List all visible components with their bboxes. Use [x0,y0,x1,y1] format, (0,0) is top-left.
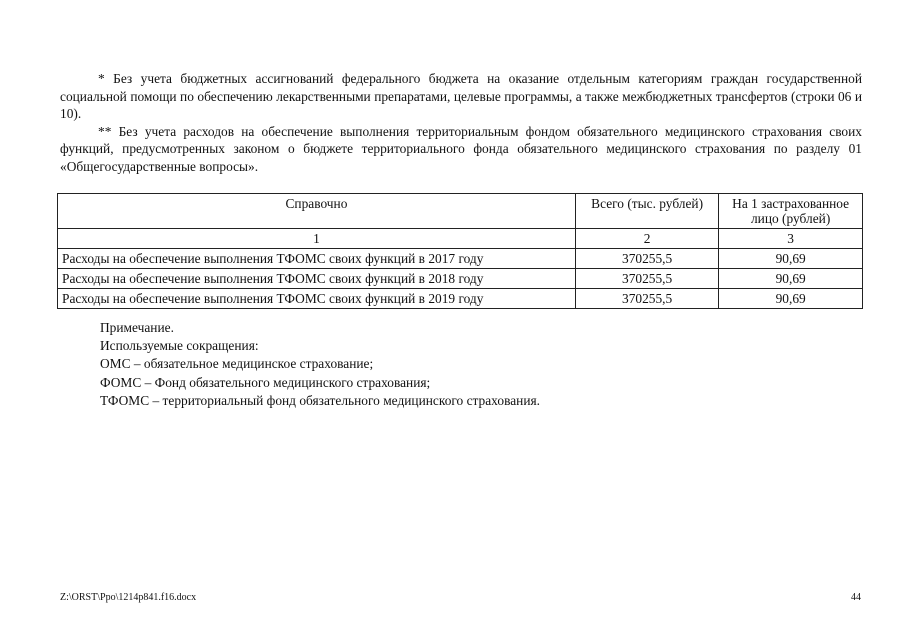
remarks-title: Примечание. [100,320,174,335]
header-per-insured: На 1 застрахованное лицо (рублей) [719,194,863,229]
row-label: Расходы на обеспечение выполнения ТФОМС своих функций в 2018 году [58,269,576,289]
row-per-insured: 90,69 [719,269,863,289]
row-total: 370255,5 [575,269,718,289]
row-total: 370255,5 [575,249,718,269]
footnote-2: ** Без учета расходов на обеспечение выполнения территориальным фондом обязательного медицинского страхования своих функций, предусмотренных законом о бюджете территориального фонда обязательного медицинского страхования по разделу 01 «Общегосударственные вопросы». [60,123,862,174]
table-number-row [58,229,863,249]
row-label: Расходы на обеспечение выполнения ТФОМС своих функций в 2017 году [58,249,576,269]
row-total: 370255,5 [575,289,718,309]
header-total: Всего (тыс. рублей) [575,194,718,229]
footnote-1: * Без учета бюджетных ассигнований федерального бюджета на оказание отдельным категориям граждан государственной социальной помощи по обеспечению лекарственными препаратами, целевые программы, а также межбюджетных трансфертов (строки 06 и 10). [60,71,862,122]
row-per-insured: 90,69 [719,249,863,269]
abbreviation-item: ОМС – обязательное медицинское страхование; [100,356,374,372]
reference-table [57,193,863,309]
abbreviation-item: ТФОМС – территориальный фонд обязательного медицинского страхования. [100,392,540,408]
abbreviation-item: ФОМС – Фонд обязательного медицинского страхования; [100,374,431,390]
footer-file-path: Z:\ORST\Ppo\1214p841.f16.docx [60,592,197,603]
footer-page-number: 44 [851,592,861,603]
row-per-insured: 90,69 [719,289,863,309]
footnotes [60,70,862,176]
table-row [58,269,863,289]
column-number: 1 [58,229,576,249]
column-number: 2 [575,229,718,249]
row-label: Расходы на обеспечение выполнения ТФОМС своих функций в 2019 году [58,289,576,309]
remarks-block [100,319,540,410]
column-number: 3 [719,229,863,249]
abbreviations-title: Используемые сокращения: [100,338,259,354]
table-row [58,289,863,309]
header-reference: Справочно [58,194,576,229]
table-row [58,249,863,269]
table-header-row [58,194,863,229]
